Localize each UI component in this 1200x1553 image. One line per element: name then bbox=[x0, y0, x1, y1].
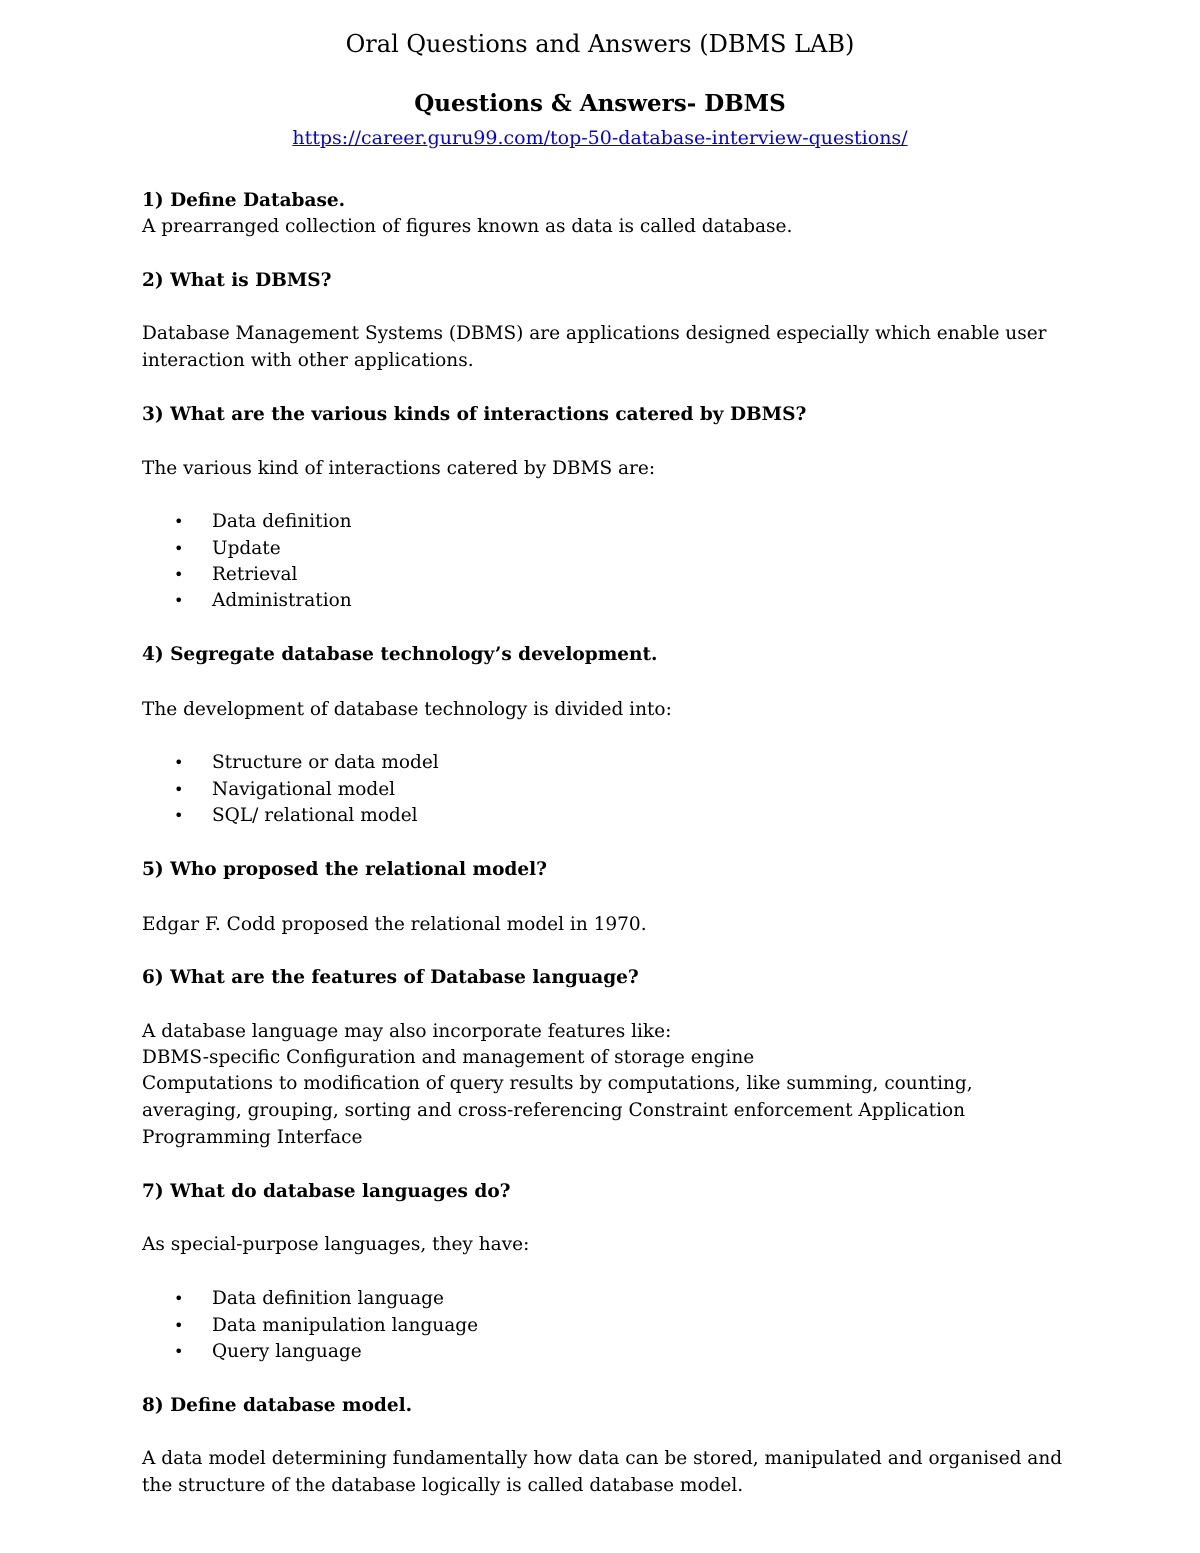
list-item: Navigational model bbox=[212, 779, 396, 800]
answer-6-line-3: Computations to modification of query results by computations, like summing, counting, bbox=[142, 1073, 973, 1094]
answer-4-intro: The development of database technology is divided into: bbox=[142, 699, 672, 720]
bullet-glyph: • bbox=[174, 565, 184, 584]
question-8: 8) Define database model. bbox=[142, 1395, 413, 1416]
answer-6-line-5: Programming Interface bbox=[142, 1127, 363, 1148]
bullet-glyph: • bbox=[174, 780, 184, 799]
question-3: 3) What are the various kinds of interactions catered by DBMS? bbox=[142, 404, 807, 425]
bullet-glyph: • bbox=[174, 539, 184, 558]
question-4: 4) Segregate database technology’s development. bbox=[142, 644, 658, 665]
question-2: 2) What is DBMS? bbox=[142, 270, 332, 291]
bullet-glyph: • bbox=[174, 1342, 184, 1361]
bullet-glyph: • bbox=[174, 512, 184, 531]
list-item: Query language bbox=[212, 1341, 362, 1362]
question-6: 6) What are the features of Database language? bbox=[142, 967, 639, 988]
question-1: 1) Define Database. bbox=[142, 190, 346, 211]
list-item: Structure or data model bbox=[212, 752, 439, 773]
list-item: SQL/ relational model bbox=[212, 805, 418, 826]
page-subtitle: Questions & Answers- DBMS bbox=[414, 90, 786, 117]
answer-5: Edgar F. Codd proposed the relational model in 1970. bbox=[142, 914, 647, 935]
list-item: Update bbox=[212, 538, 281, 559]
answer-6-line-2: DBMS-specific Configuration and management of storage engine bbox=[142, 1047, 755, 1068]
question-5: 5) Who proposed the relational model? bbox=[142, 859, 547, 880]
bullet-glyph: • bbox=[174, 1289, 184, 1308]
list-item: Data manipulation language bbox=[212, 1315, 479, 1336]
answer-8-line-2: the structure of the database logically is called database model. bbox=[142, 1475, 744, 1496]
answer-2-line-1: Database Management Systems (DBMS) are applications designed especially which enable user bbox=[142, 323, 1047, 344]
source-link[interactable]: https://career.guru99.com/top-50-database-interview-questions/ bbox=[292, 127, 908, 149]
bullet-glyph: • bbox=[174, 753, 184, 772]
answer-2-line-2: interaction with other applications. bbox=[142, 350, 474, 371]
bullet-glyph: • bbox=[174, 591, 184, 610]
bullet-glyph: • bbox=[174, 806, 184, 825]
answer-1: A prearranged collection of figures known as data is called database. bbox=[142, 216, 793, 237]
bullet-glyph: • bbox=[174, 1316, 184, 1335]
question-7: 7) What do database languages do? bbox=[142, 1181, 511, 1202]
source-link-container bbox=[0, 127, 1200, 149]
answer-3-intro: The various kind of interactions catered by DBMS are: bbox=[142, 458, 656, 479]
page-title: Oral Questions and Answers (DBMS LAB) bbox=[345, 30, 855, 58]
list-item: Data definition language bbox=[212, 1288, 444, 1309]
list-item: Retrieval bbox=[212, 564, 298, 585]
answer-6-line-4: averaging, grouping, sorting and cross-referencing Constraint enforcement Application bbox=[142, 1100, 966, 1121]
answer-6-line-1: A database language may also incorporate features like: bbox=[142, 1021, 672, 1042]
list-item: Administration bbox=[212, 590, 352, 611]
list-item: Data definition bbox=[212, 511, 352, 532]
answer-8-line-1: A data model determining fundamentally how data can be stored, manipulated and organised and bbox=[142, 1448, 1063, 1469]
answer-7-intro: As special-purpose languages, they have: bbox=[142, 1234, 530, 1255]
